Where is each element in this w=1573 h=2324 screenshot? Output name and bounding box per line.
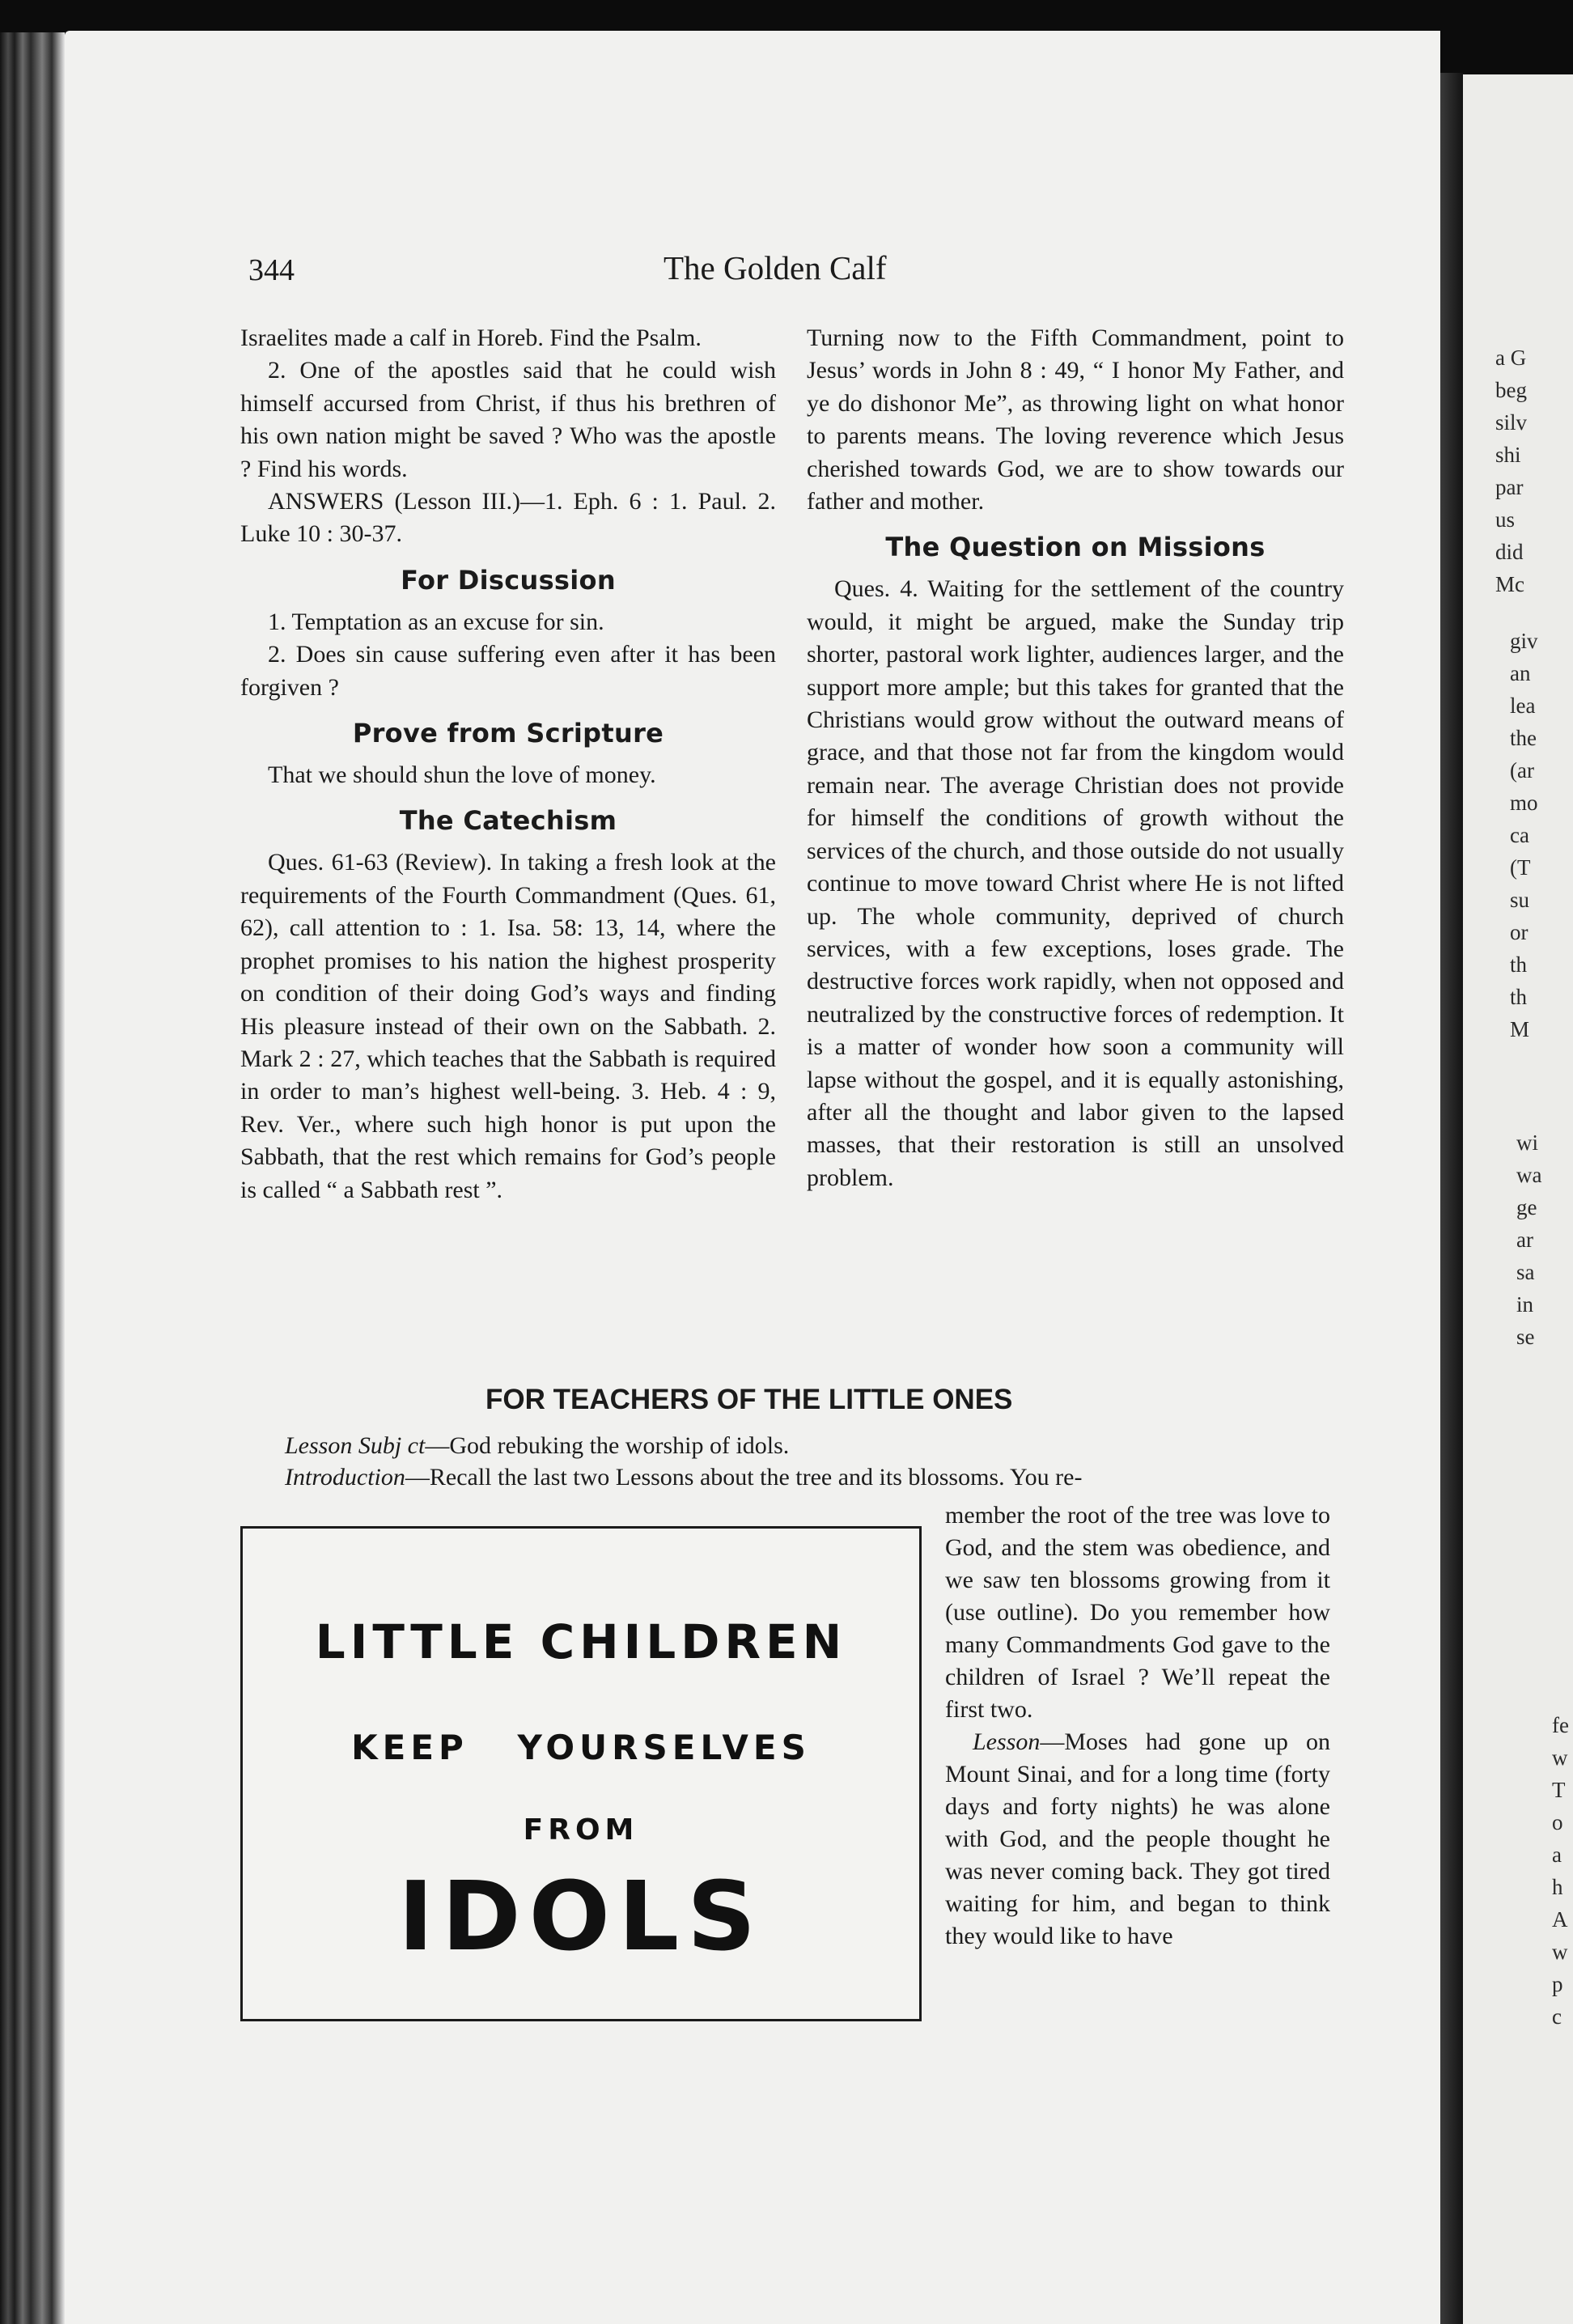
- paragraph: That we should shun the love of money.: [268, 761, 656, 789]
- edge-text-fragment: w: [1552, 1745, 1568, 1770]
- edge-text-fragment: ge: [1516, 1195, 1537, 1219]
- section-heading-discussion: For Discussion: [401, 564, 616, 596]
- edge-text-fragment: su: [1510, 888, 1530, 912]
- edge-text-fragment: fe: [1552, 1713, 1569, 1737]
- discussion-item: 2. Does sin cause suffering even after it has been forgiven ?: [240, 641, 776, 701]
- edge-text-fragment: th: [1510, 985, 1528, 1009]
- answers-paragraph: ANSWERS (Lesson III.)—1. Eph. 6 : 1. Paul. 2. Luke 10 : 30-37.: [240, 488, 776, 548]
- edge-text-fragment: T: [1552, 1778, 1566, 1802]
- edge-text-fragment: th: [1510, 952, 1528, 977]
- edge-text-fragment: (T: [1510, 855, 1531, 880]
- edge-text-fragment: c: [1552, 2004, 1562, 2029]
- running-title: The Golden Calf: [664, 249, 887, 286]
- motto-line: FROM: [523, 1813, 639, 1847]
- edge-text-fragment: ar: [1516, 1228, 1533, 1252]
- edge-text-fragment: p: [1552, 1972, 1563, 1996]
- edge-text-fragment: us: [1495, 507, 1516, 532]
- edge-text-fragment: an: [1510, 661, 1531, 685]
- subject-text: —God rebuking the worship of idols.: [425, 1432, 790, 1459]
- book-spine: [0, 32, 65, 2324]
- edge-text-fragment: a: [1552, 1843, 1562, 1867]
- edge-text-fragment: the: [1510, 726, 1537, 750]
- introduction-line: [285, 1464, 1345, 1491]
- lesson-text: —Moses had gone up on Mount Sinai, and for a long time (forty days and forty nights) he was alone with God, and the people thought he was never coming back. They got tired waiting for him, and began to think they would like to have: [945, 1728, 1330, 1949]
- edge-text-fragment: giv: [1510, 629, 1538, 653]
- edge-text-fragment: did: [1495, 540, 1524, 564]
- edge-text-fragment: wi: [1516, 1130, 1538, 1155]
- teachers-heading: FOR TEACHERS OF THE LITTLE ONES: [485, 1384, 1013, 1415]
- paragraph: Ques. 61-63 (Review). In taking a fresh look at the requirements of the Fourth Commandment (Ques. 61, 62), call attention to : 1. Isa. 58: 13, 14, where the prophet promises to his nation the highest prosperity on condition of their doing God’s ways and finding His pleasure instead of their own on the Sabbath. 2. Mark 2 : 27, which teaches that the Sabbath is required in order to man’s highest well-being. 3. Heb. 4 : 9, Rev. Ver., where such high honor is put upon the Sabbath, that the rest which remains for God’s people is called “ a Sabbath rest ”.: [240, 849, 776, 1203]
- edge-text-fragment: a G: [1495, 346, 1527, 370]
- subject-label: Lesson Subj ct: [285, 1432, 426, 1459]
- edge-text-fragment: h: [1552, 1875, 1563, 1899]
- paragraph: Turning now to the Fifth Commandment, point to Jesus’ words in John 8 : 49, “ I honor My Father, and ye do dishonor Me”, as throwing light on what honor to parents means. The loving reverence which Jesus cherished towards God, we are to show towards our father and mother.: [807, 324, 1344, 515]
- motto-line: IDOLS: [397, 1860, 765, 1972]
- paragraph: member the root of the tree was love to God, and the stem was obedience, and we saw ten blossoms growing from it (use outline). Do you remember how many Commandments God gave to the children of Israel ? We’ll repeat the first two.: [945, 1502, 1330, 1723]
- edge-text-fragment: wa: [1516, 1163, 1542, 1187]
- discussion-item: 1. Temptation as an excuse for sin.: [268, 608, 604, 635]
- section-heading-prove: Prove from Scripture: [352, 718, 664, 749]
- edge-text-fragment: shi: [1495, 443, 1521, 467]
- edge-text-fragment: mo: [1510, 791, 1538, 815]
- adjacent-page-edge: [1463, 74, 1573, 2324]
- teachers-lesson-text: [945, 1499, 1330, 1953]
- right-column: [807, 322, 1344, 1194]
- paragraph: Israelites made a calf in Horeb. Find the Psalm.: [240, 324, 702, 351]
- paragraph: 2. One of the apostles said that he could wish himself accursed from Christ, if thus his brethren of his own nation might be saved ? Who was the apostle ? Find his words.: [240, 357, 776, 482]
- edge-text-fragment: lea: [1510, 693, 1536, 718]
- edge-text-fragment: or: [1510, 920, 1528, 944]
- edge-text-fragment: in: [1516, 1292, 1534, 1317]
- motto-illustration: [240, 1526, 922, 2021]
- edge-text-fragment: silv: [1495, 410, 1528, 435]
- section-heading-missions: The Question on Missions: [885, 532, 1266, 563]
- edge-text-fragment: w: [1552, 1940, 1568, 1964]
- paragraph: Ques. 4. Waiting for the settlement of the country would, it might be argued, make the Sunday trip shorter, pastoral work lighter, audiences larger, and the support more ample; but this takes for granted that the Christians would grow without the outward means of grace, and that those not far from the kingdom would remain near. The average Christian does not provide for himself the conditions of growth without the services of the church, and those outside do not usually continue to move toward Christ where He is not lifted up. The whole community, deprived of church services, with a few exceptions, loses grade. The destructive forces work rapidly, when not opposed and neutralized by the constructive forces of redemption. It is a matter of wonder how soon a community will lapse without the gospel, and it is equally astonishing, after all the thought and labor given to the lapsed masses, that their restoration is still an unsolved problem.: [807, 575, 1344, 1191]
- edge-text-fragment: A: [1552, 1907, 1568, 1932]
- edge-text-fragment: M: [1510, 1017, 1530, 1041]
- lesson-paragraph: [945, 1726, 1330, 1953]
- edge-text-fragment: par: [1495, 475, 1524, 499]
- left-column: [240, 322, 776, 1207]
- edge-text-fragment: o: [1552, 1810, 1563, 1834]
- edge-text-fragment: se: [1516, 1325, 1535, 1349]
- edge-text-fragment: Mc: [1495, 572, 1524, 596]
- motto-line: KEEP YOURSELVES: [351, 1728, 811, 1767]
- intro-text: —Recall the last two Lessons about the tree and its blossoms. You re-: [405, 1464, 1083, 1491]
- edge-text-fragment: (ar: [1510, 758, 1534, 782]
- edge-text-fragment: ca: [1510, 823, 1529, 847]
- edge-text-fragment: beg: [1495, 378, 1527, 402]
- lesson-subject: [285, 1432, 789, 1460]
- edge-text-fragment: sa: [1516, 1260, 1535, 1284]
- lesson-label: Lesson: [973, 1728, 1041, 1755]
- page-gutter: [1440, 73, 1465, 2324]
- intro-label: Introduction: [285, 1464, 405, 1491]
- motto-line: LITTLE CHILDREN: [315, 1614, 847, 1669]
- page-number: 344: [248, 253, 295, 287]
- section-heading-catechism: The Catechism: [399, 805, 617, 837]
